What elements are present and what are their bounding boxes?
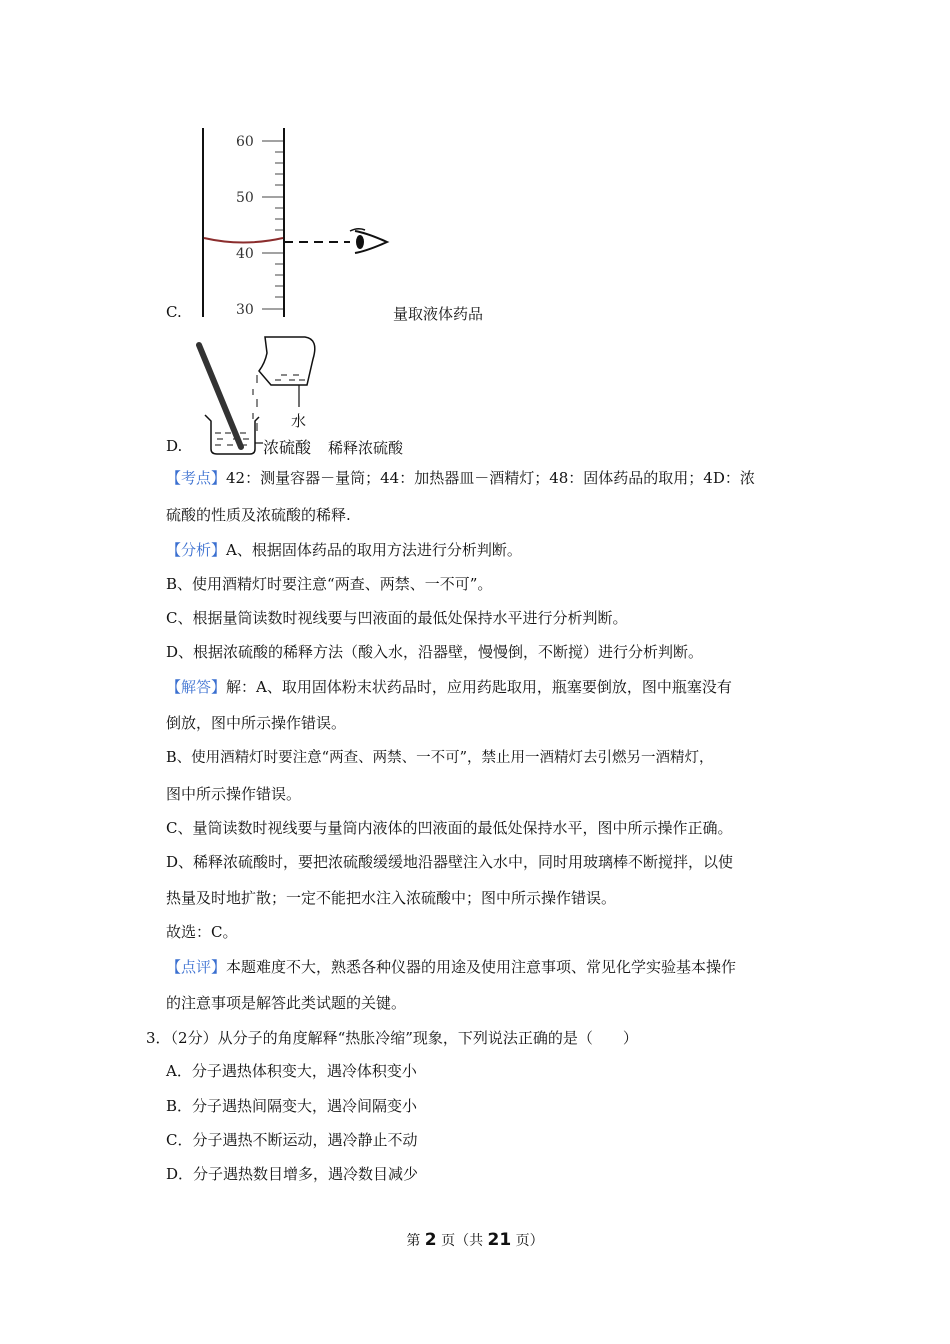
jieda-line-6: D、稀释浓硫酸时，要把浓硫酸缓缓地沿器壁注入水中，同时用玻璃棒不断搅拌，以使 bbox=[166, 853, 734, 871]
page-footer: 第 2 页（共 21 页） bbox=[406, 1230, 544, 1250]
beaker-liquid bbox=[215, 433, 249, 445]
question-3-option-d: D．分子遇热数目增多，遇冷数目减少 bbox=[166, 1165, 419, 1183]
option-c-caption: 量取液体药品 bbox=[393, 305, 484, 323]
fenxi-tag: 【分析】 bbox=[166, 541, 227, 559]
eye-icon bbox=[350, 229, 387, 253]
jieda-line-1: 【解答】解：A、取用固体粉末状药品时，应用药匙取用，瓶塞要倒放，图中瓶塞没有 bbox=[166, 678, 732, 696]
total-page-number: 21 bbox=[487, 1230, 512, 1250]
tick-label-40: 40 bbox=[236, 246, 254, 262]
jieda-line-7: 热量及时地扩散；一定不能把水注入浓硫酸中；图中所示操作错误。 bbox=[166, 889, 617, 907]
fenxi-line-1: 【分析】A、根据固体药品的取用方法进行分析判断。 bbox=[166, 541, 522, 559]
meniscus-curve bbox=[204, 238, 283, 243]
dianping-line-1: 【点评】本题难度不大，熟悉各种仪器的用途及使用注意事项、常见化学实验基本操作 bbox=[166, 958, 737, 976]
tick-label-50: 50 bbox=[236, 190, 254, 206]
acid-label: 浓硫酸 bbox=[263, 438, 312, 457]
kaodian-tag: 【考点】 bbox=[166, 469, 227, 487]
glass-rod bbox=[199, 345, 241, 447]
graduated-cylinder-figure bbox=[195, 125, 395, 320]
dianping-line-2: 的注意事项是解答此类试题的关键。 bbox=[166, 994, 407, 1012]
option-d-caption: 稀释浓硫酸 bbox=[328, 439, 404, 457]
option-d-letter: D. bbox=[166, 437, 183, 455]
fenxi-line-2: B、使用酒精灯时要注意“两查、两禁、一不可”。 bbox=[166, 575, 493, 593]
jieda-line-5: C、量筒读数时视线要与量筒内液体的凹液面的最低处保持水平，图中所示操作正确。 bbox=[166, 819, 733, 837]
jieda-line-8: 故选：C。 bbox=[166, 923, 238, 941]
tick-label-30: 30 bbox=[236, 302, 254, 318]
scale-ticks bbox=[262, 141, 283, 309]
option-c-letter: C. bbox=[166, 303, 182, 321]
jieda-line-4: 图中所示操作错误。 bbox=[166, 785, 302, 803]
fenxi-line-4: D、根据浓硫酸的稀释方法（酸入水，沿器壁，慢慢倒，不断搅）进行分析判断。 bbox=[166, 643, 704, 661]
kaodian-line-2: 硫酸的性质及浓硫酸的稀释. bbox=[166, 506, 351, 524]
jieda-tag: 【解答】 bbox=[166, 678, 227, 696]
question-3-option-b: B．分子遇热间隔变大，遇冷间隔变小 bbox=[166, 1097, 418, 1115]
kaodian-line-1: 【考点】42：测量容器－量筒；44：加热器皿－酒精灯；48：固体药品的取用；4D：浓 bbox=[166, 469, 755, 487]
question-3-option-a: A．分子遇热体积变大，遇冷体积变小 bbox=[166, 1062, 417, 1080]
dianping-tag: 【点评】 bbox=[166, 958, 227, 976]
pouring-beaker bbox=[259, 337, 315, 385]
question-3-stem: 3．（2分）从分子的角度解释“热胀冷缩”现象，下列说法正确的是（ ） bbox=[146, 1029, 638, 1047]
question-3-option-c: C．分子遇热不断运动，遇冷静止不动 bbox=[166, 1131, 418, 1149]
fenxi-line-3: C、根据量筒读数时视线要与凹液面的最低处保持水平进行分析判断。 bbox=[166, 609, 628, 627]
water-label: 水 bbox=[291, 412, 307, 430]
jieda-line-2: 倒放，图中所示操作错误。 bbox=[166, 714, 347, 732]
tick-label-60: 60 bbox=[236, 134, 254, 150]
current-page-number: 2 bbox=[424, 1230, 437, 1250]
jieda-line-3: B、使用酒精灯时要注意“两查、两禁、一不可”，禁止用一酒精灯去引燃另一酒精灯， bbox=[166, 750, 714, 766]
